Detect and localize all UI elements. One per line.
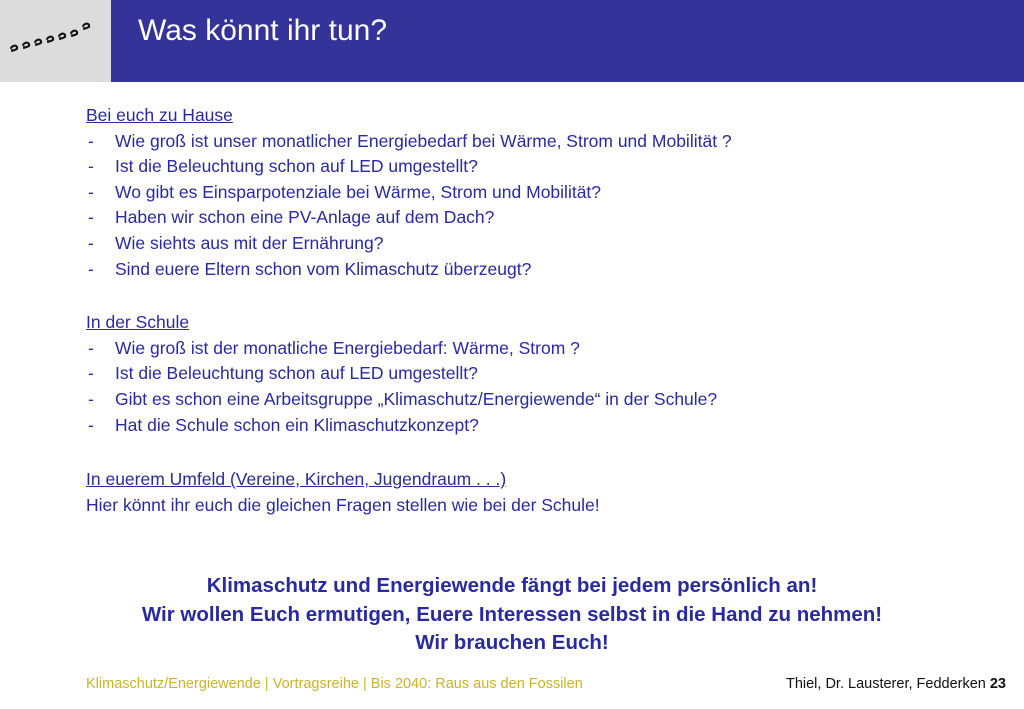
message-line: Wir wollen Euch ermutigen, Euere Interessen selbst in die Hand zu nehmen!: [141, 602, 883, 626]
section-school: [86, 310, 986, 438]
section-title-school: In der Schule: [86, 312, 190, 333]
list-item: - Wie groß ist der monatliche Energiebedarf: Wärme, Strom ?: [86, 336, 986, 362]
list-item: - Ist die Beleuchtung schon auf LED umgestellt?: [86, 361, 986, 387]
list-item: - Sind euere Eltern schon vom Klimaschutz überzeugt?: [86, 257, 986, 283]
slide-header: [0, 0, 1024, 82]
section-home: [86, 103, 986, 282]
page-title: Was könnt ihr tun?: [138, 14, 388, 47]
list-item: - Wie groß ist unser monatlicher Energiebedarf bei Wärme, Strom und Mobilität ?: [86, 129, 986, 155]
footer-authors: [786, 676, 1006, 692]
list-item: - Wie siehts aus mit der Ernährung?: [86, 231, 986, 257]
section-title-home: Bei euch zu Hause: [86, 105, 233, 125]
list-item: - Haben wir schon eine PV-Anlage auf dem Dach?: [86, 205, 986, 231]
list-item: - Wo gibt es Einsparpotenziale bei Wärme, Strom und Mobilität?: [86, 180, 986, 206]
list-item: - Ist die Beleuchtung schon auf LED umgestellt?: [86, 154, 986, 180]
list-item: - Hat die Schule schon ein Klimaschutzkonzept?: [86, 413, 986, 439]
list-item: - Gibt es schon eine Arbeitsgruppe „Klimaschutz/Energiewende“ in der Schule?: [86, 387, 986, 413]
slide-content: [86, 103, 986, 518]
page-number: 23: [989, 676, 1006, 692]
title-bar: [111, 0, 1024, 82]
footer-series-title: Klimaschutz/Energiewende | Vortragsreihe | Bis 2040: Raus aus den Fossilen: [86, 676, 583, 692]
community-text: Hier könnt ihr euch die gleichen Fragen stellen wie bei der Schule!: [86, 494, 600, 515]
message-line: Klimaschutz und Energiewende fängt bei jedem persönlich an!: [206, 574, 818, 597]
logo-area: [0, 0, 111, 82]
section-community: [86, 467, 986, 518]
slide-footer: [0, 676, 1024, 698]
section-title-community: In euerem Umfeld (Vereine, Kirchen, Jugendraum . . .): [86, 469, 507, 490]
closing-message: [0, 572, 1024, 658]
footprints-logo-icon: [8, 18, 100, 58]
footer-author-names: Thiel, Dr. Lausterer, Fedderken: [785, 676, 986, 692]
message-line: Wir brauchen Euch!: [415, 631, 609, 654]
school-question-list: [86, 336, 986, 438]
home-question-list: [86, 129, 986, 283]
